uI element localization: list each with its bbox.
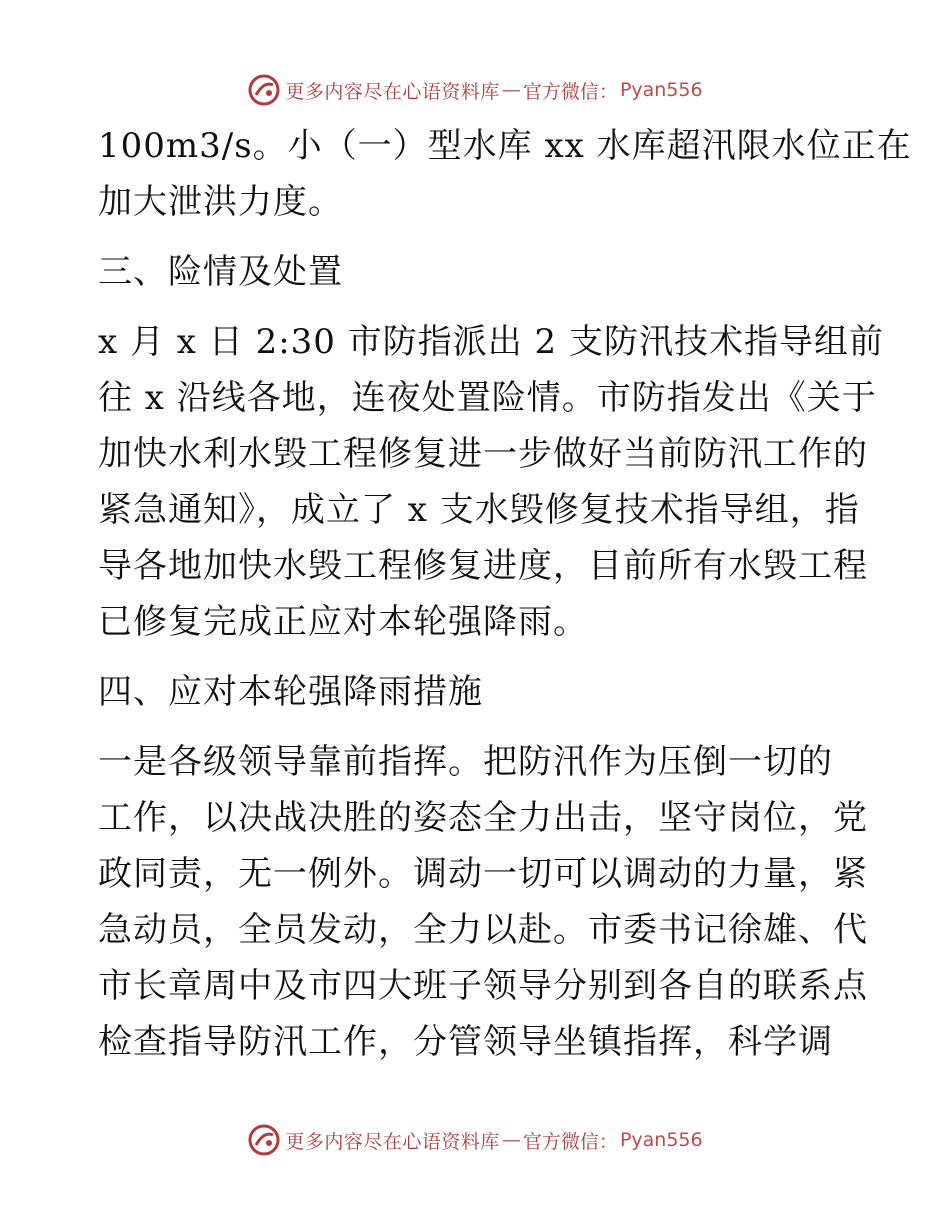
document-body [98,118,912,1070]
watermark-main-text: 更多内容尽在心语资料库 [285,80,500,103]
text-line: 加快水利水毁工程修复进一步做好当前防汛工作的 [98,434,868,474]
text-line: x 月 x 日 2:30 市防指派出 2 支防汛技术指导组前 [98,322,884,362]
paragraph-leadership [98,734,868,1070]
section-heading-risk: 三、险情及处置 [98,252,343,292]
text-line: 已修复完成正应对本轮强降雨。 [98,602,588,642]
text-line: 100m3/s。小（一）型水库 xx 水库超汛限水位正在 [98,126,912,166]
text-line: 一是各级领导靠前指挥。把防汛作为压倒一切的 [98,742,833,782]
text-line: 检查指导防汛工作，分管领导坐镇指挥，科学调 [98,1022,833,1062]
paragraph-risk-handling [98,314,884,650]
paragraph-discharge [98,118,912,230]
header-watermark [0,70,950,110]
brush-seal-icon [247,1123,281,1157]
text-line: 导各地加快水毁工程修复进度，目前所有水毁工程 [98,546,868,586]
watermark-main-text: 更多内容尽在心语资料库 [285,1130,500,1153]
watermark-wechat-id: Pyan556 [619,79,703,101]
text-line: 工作，以决战决胜的姿态全力出击，坚守岗位，党 [98,798,868,838]
watermark-separator: — [501,79,521,101]
footer-watermark [0,1120,950,1160]
text-line: 急动员，全员发动，全力以赴。市委书记徐雄、代 [98,910,868,950]
text-line: 政同责，无一例外。调动一切可以调动的力量，紧 [98,854,868,894]
text-line: 加大泄洪力度。 [98,182,343,222]
watermark-separator: — [501,1129,521,1151]
text-line: 往 x 沿线各地，连夜处置险情。市防指发出《关于 [98,378,877,418]
section-heading-measures: 四、应对本轮强降雨措施 [98,672,483,712]
text-line: 紧急通知》，成立了 x 支水毁修复技术指导组，指 [98,490,860,530]
brush-seal-icon [247,73,281,107]
text-line: 市长章周中及市四大班子领导分别到各自的联系点 [98,966,868,1006]
watermark-suffix: 官方微信： [522,80,618,103]
watermark-suffix: 官方微信： [522,1130,618,1153]
watermark-wechat-id: Pyan556 [619,1129,703,1151]
